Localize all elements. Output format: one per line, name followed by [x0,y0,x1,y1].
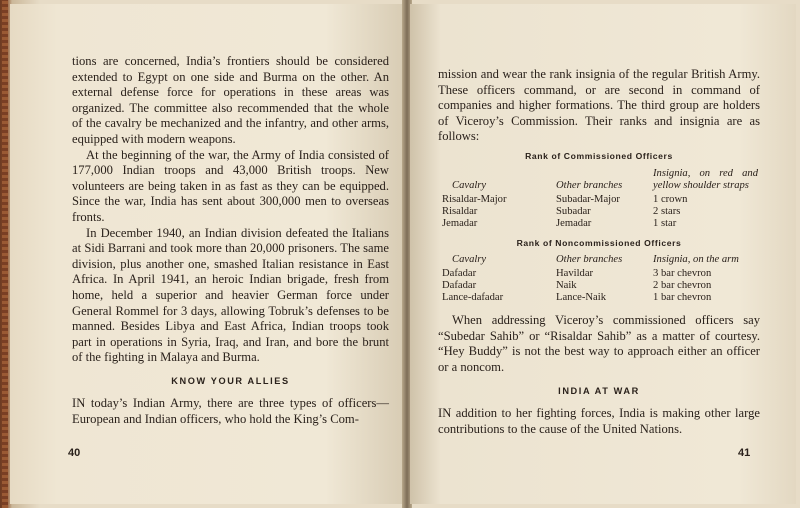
table-title: Rank of Noncommissioned Officers [516,237,682,248]
table-row [442,194,758,206]
table-cell: 2 bar chevron [653,280,712,292]
table-cell: Dafadar [442,268,477,280]
table-cell: Jemadar [556,217,592,229]
section-heading: KNOW YOUR ALLIES [171,375,290,386]
section-heading: INDIA AT WAR [558,385,640,396]
table-cell: Subadar [556,205,591,217]
table-cell: Risaldar-Major [442,193,507,205]
paragraph: IN addition to her fighting forces, India is making other large contributions to the cause of the United Nations. [438,406,760,436]
table-row [442,268,758,280]
table-cell: 3 bar chevron [653,268,712,280]
book-binding-edge [2,0,8,508]
column-header: Cavalry [452,254,487,266]
paragraph: tions are concerned, India’s frontiers should be considered extended to Egypt on one side and Burma on the other. An external defense force for operations in these areas was organized. The committee also recommended that the whole of the cavalry be mechanized and the infantry, and other arms, equipped with modern weapons. [72,54,389,146]
paragraph: IN today’s Indian Army, there are three types of officers—European and Indian officers, who hold the King’s Com- [72,396,389,427]
table-row [442,280,758,292]
paragraph: At the beginning of the war, the Army of India consisted of 177,000 Indian troops and 43,000 British troops. New volunteers are being taken in as fast as they can be equipped. Since the war, India has sent about 300,000 men to overseas fronts. [72,147,389,224]
column-header: Other branches [556,179,623,191]
column-header: Cavalry [452,179,487,191]
paragraph: When addressing Viceroy’s commissioned officers say “Subedar Sahib” or “Risaldar Sahib” as a matter of courtesy. “Hey Buddy” is not the best way to approach either an officer or a noncom. [438,313,760,374]
paragraph: In December 1940, an Indian division defeated the Italians at Sidi Barrani and took more than 20,000 prisoners. The same division, plus another one, smashed Italian resistance in East Africa. In April 1941, an heroic Indian brigade, fresh from home, held a superior and heavier German force under General Rommel for 3 days, allowing Tobruk’s defenses to be manned. Besides Libya and East Africa, Indian troops took part in operations in Syria, Iraq, and Iran, and bore the brunt of the fighting in Malaya and Burma. [72,225,389,365]
noncommissioned-ranks-table [442,254,758,304]
table-cell: Havildar [556,268,594,280]
table-title: Rank of Commissioned Officers [525,150,673,161]
table-cell: Naik [556,280,577,292]
paragraph: mission and wear the rank insignia of the regular British Army. These officers command, or are second in command of companies and higher formations. The third group are holders of Viceroy’s Commission. Their ranks and insignia are as follows: [438,67,760,144]
right-page [410,4,796,504]
table-header-row [442,168,758,194]
table-cell: 1 crown [653,193,688,205]
column-header: Other branches [556,254,623,266]
table-cell: 1 bar chevron [653,292,712,304]
left-page-text [72,54,389,428]
right-page-text [438,67,760,437]
table-row [442,292,758,304]
table-cell: Jemadar [442,217,478,229]
table-header-row [442,254,758,268]
table-cell: 1 star [653,217,677,229]
table-cell: Risaldar [442,205,478,217]
page-number: 40 [68,447,81,459]
left-page [10,4,404,504]
table-cell: Lance-Naik [556,292,606,304]
table-cell: Dafadar [442,280,477,292]
page-number: 41 [738,447,751,459]
column-header: Insignia, on the arm [653,254,739,266]
table-row [442,206,758,218]
commissioned-ranks-table [442,168,758,230]
table-cell: 2 stars [653,205,681,217]
table-cell: Lance-dafadar [442,292,504,304]
column-header: Insignia, on red and yellow shoulder straps [653,167,758,191]
table-row [442,218,758,230]
table-cell: Subadar-Major [556,193,620,205]
